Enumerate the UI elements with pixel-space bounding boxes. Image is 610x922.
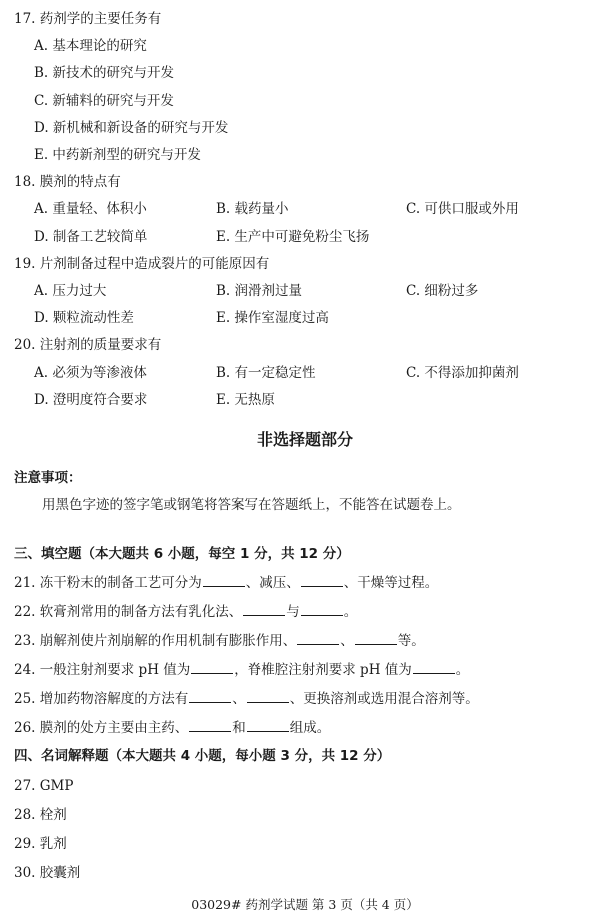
q18-option-e: E. 生产中可避免粉尘飞扬	[216, 229, 370, 245]
question-18-stem: 18. 膜剂的特点有	[14, 174, 121, 190]
answer-blank	[247, 719, 289, 732]
q19-option-b: B. 润滑剂过量	[216, 283, 303, 299]
question-22	[14, 603, 357, 621]
answer-blank	[355, 632, 397, 645]
q18-option-c: C. 可供口服或外用	[406, 201, 519, 217]
answer-blank	[189, 690, 231, 703]
q20-option-b: B. 有一定稳定性	[216, 365, 316, 381]
q26-text-1: 26. 膜剂的处方主要由主药、	[14, 720, 189, 736]
q23-text-1: 23. 崩解剂使片剂崩解的作用机制有膨胀作用、	[14, 633, 297, 649]
answer-blank	[191, 661, 233, 674]
q20-option-e: E. 无热原	[216, 392, 275, 408]
q17-option-b: B. 新技术的研究与开发	[34, 65, 175, 81]
q22-text-2: 与	[286, 604, 300, 620]
q17-option-c: C. 新辅料的研究与开发	[34, 93, 174, 109]
q17-option-d: D. 新机械和新设备的研究与开发	[34, 120, 229, 136]
q18-option-d: D. 制备工艺较简单	[34, 229, 148, 245]
q17-option-a: A. 基本理论的研究	[34, 38, 147, 54]
answer-blank	[301, 603, 343, 616]
q24-text-3: 。	[455, 662, 470, 678]
terms-section-header: 四、名词解释题（本大题共 4 小题，每小题 3 分，共 12 分）	[14, 748, 391, 764]
answer-blank	[243, 603, 285, 616]
question-23	[14, 632, 425, 650]
q26-text-2: 和	[232, 720, 246, 736]
notice-label: 注意事项：	[14, 470, 82, 486]
answer-blank	[297, 632, 339, 645]
q19-option-a: A. 压力过大	[34, 283, 107, 299]
section-title: 非选择题部分	[256, 430, 353, 449]
q24-text-2: ，脊椎腔注射剂要求 pH 值为	[234, 662, 412, 678]
page-footer: 03029# 药剂学试题 第 3 页（共 4 页）	[191, 897, 419, 912]
q25-text-1: 25. 增加药物溶解度的方法有	[14, 691, 189, 707]
q21-text-3: 、干燥等过程。	[343, 575, 439, 591]
question-27: 27. GMP	[14, 778, 74, 794]
answer-blank	[413, 661, 455, 674]
question-25	[14, 690, 479, 708]
q24-text-1: 24. 一般注射剂要求 pH 值为	[14, 662, 191, 678]
question-24	[14, 661, 469, 679]
answer-blank	[203, 574, 245, 587]
q22-text-3: 。	[343, 604, 358, 620]
q21-text-1: 21. 冻干粉末的制备工艺可分为	[14, 575, 202, 591]
question-29: 29. 乳剂	[14, 836, 67, 852]
question-20-stem: 20. 注射剂的质量要求有	[14, 337, 162, 353]
q20-option-c: C. 不得添加抑菌剂	[406, 365, 519, 381]
question-21	[14, 574, 438, 592]
q18-option-a: A. 重量轻、体积小	[34, 201, 147, 217]
question-17-stem: 17. 药剂学的主要任务有	[14, 11, 162, 27]
question-26	[14, 719, 330, 737]
q19-option-d: D. 颗粒流动性差	[34, 310, 134, 326]
answer-blank	[247, 690, 289, 703]
q19-option-e: E. 操作室湿度过高	[216, 310, 329, 326]
q20-option-d: D. 澄明度符合要求	[34, 392, 148, 408]
answer-blank	[189, 719, 231, 732]
q23-text-3: 等。	[397, 633, 425, 649]
question-30: 30. 胶囊剂	[14, 865, 81, 881]
question-28: 28. 栓剂	[14, 807, 67, 823]
q22-text-1: 22. 软膏剂常用的制备方法有乳化法、	[14, 604, 243, 620]
q25-text-2: 、	[232, 691, 246, 707]
q25-text-3: 、更换溶剂或选用混合溶剂等。	[289, 691, 479, 707]
q21-text-2: 、减压、	[245, 575, 300, 591]
answer-blank	[301, 574, 343, 587]
q26-text-3: 组成。	[289, 720, 331, 736]
notice-text: 用黑色字迹的签字笔或钢笔将答案写在答题纸上，不能答在试题卷上。	[42, 497, 461, 513]
question-19-stem: 19. 片剂制备过程中造成裂片的可能原因有	[14, 256, 270, 272]
q20-option-a: A. 必须为等渗液体	[34, 365, 147, 381]
q19-option-c: C. 细粉过多	[406, 283, 479, 299]
q18-option-b: B. 载药量小	[216, 201, 289, 217]
fill-in-section-header: 三、填空题（本大题共 6 小题，每空 1 分，共 12 分）	[14, 546, 350, 562]
q23-text-2: 、	[340, 633, 354, 649]
q17-option-e: E. 中药新剂型的研究与开发	[34, 147, 201, 163]
